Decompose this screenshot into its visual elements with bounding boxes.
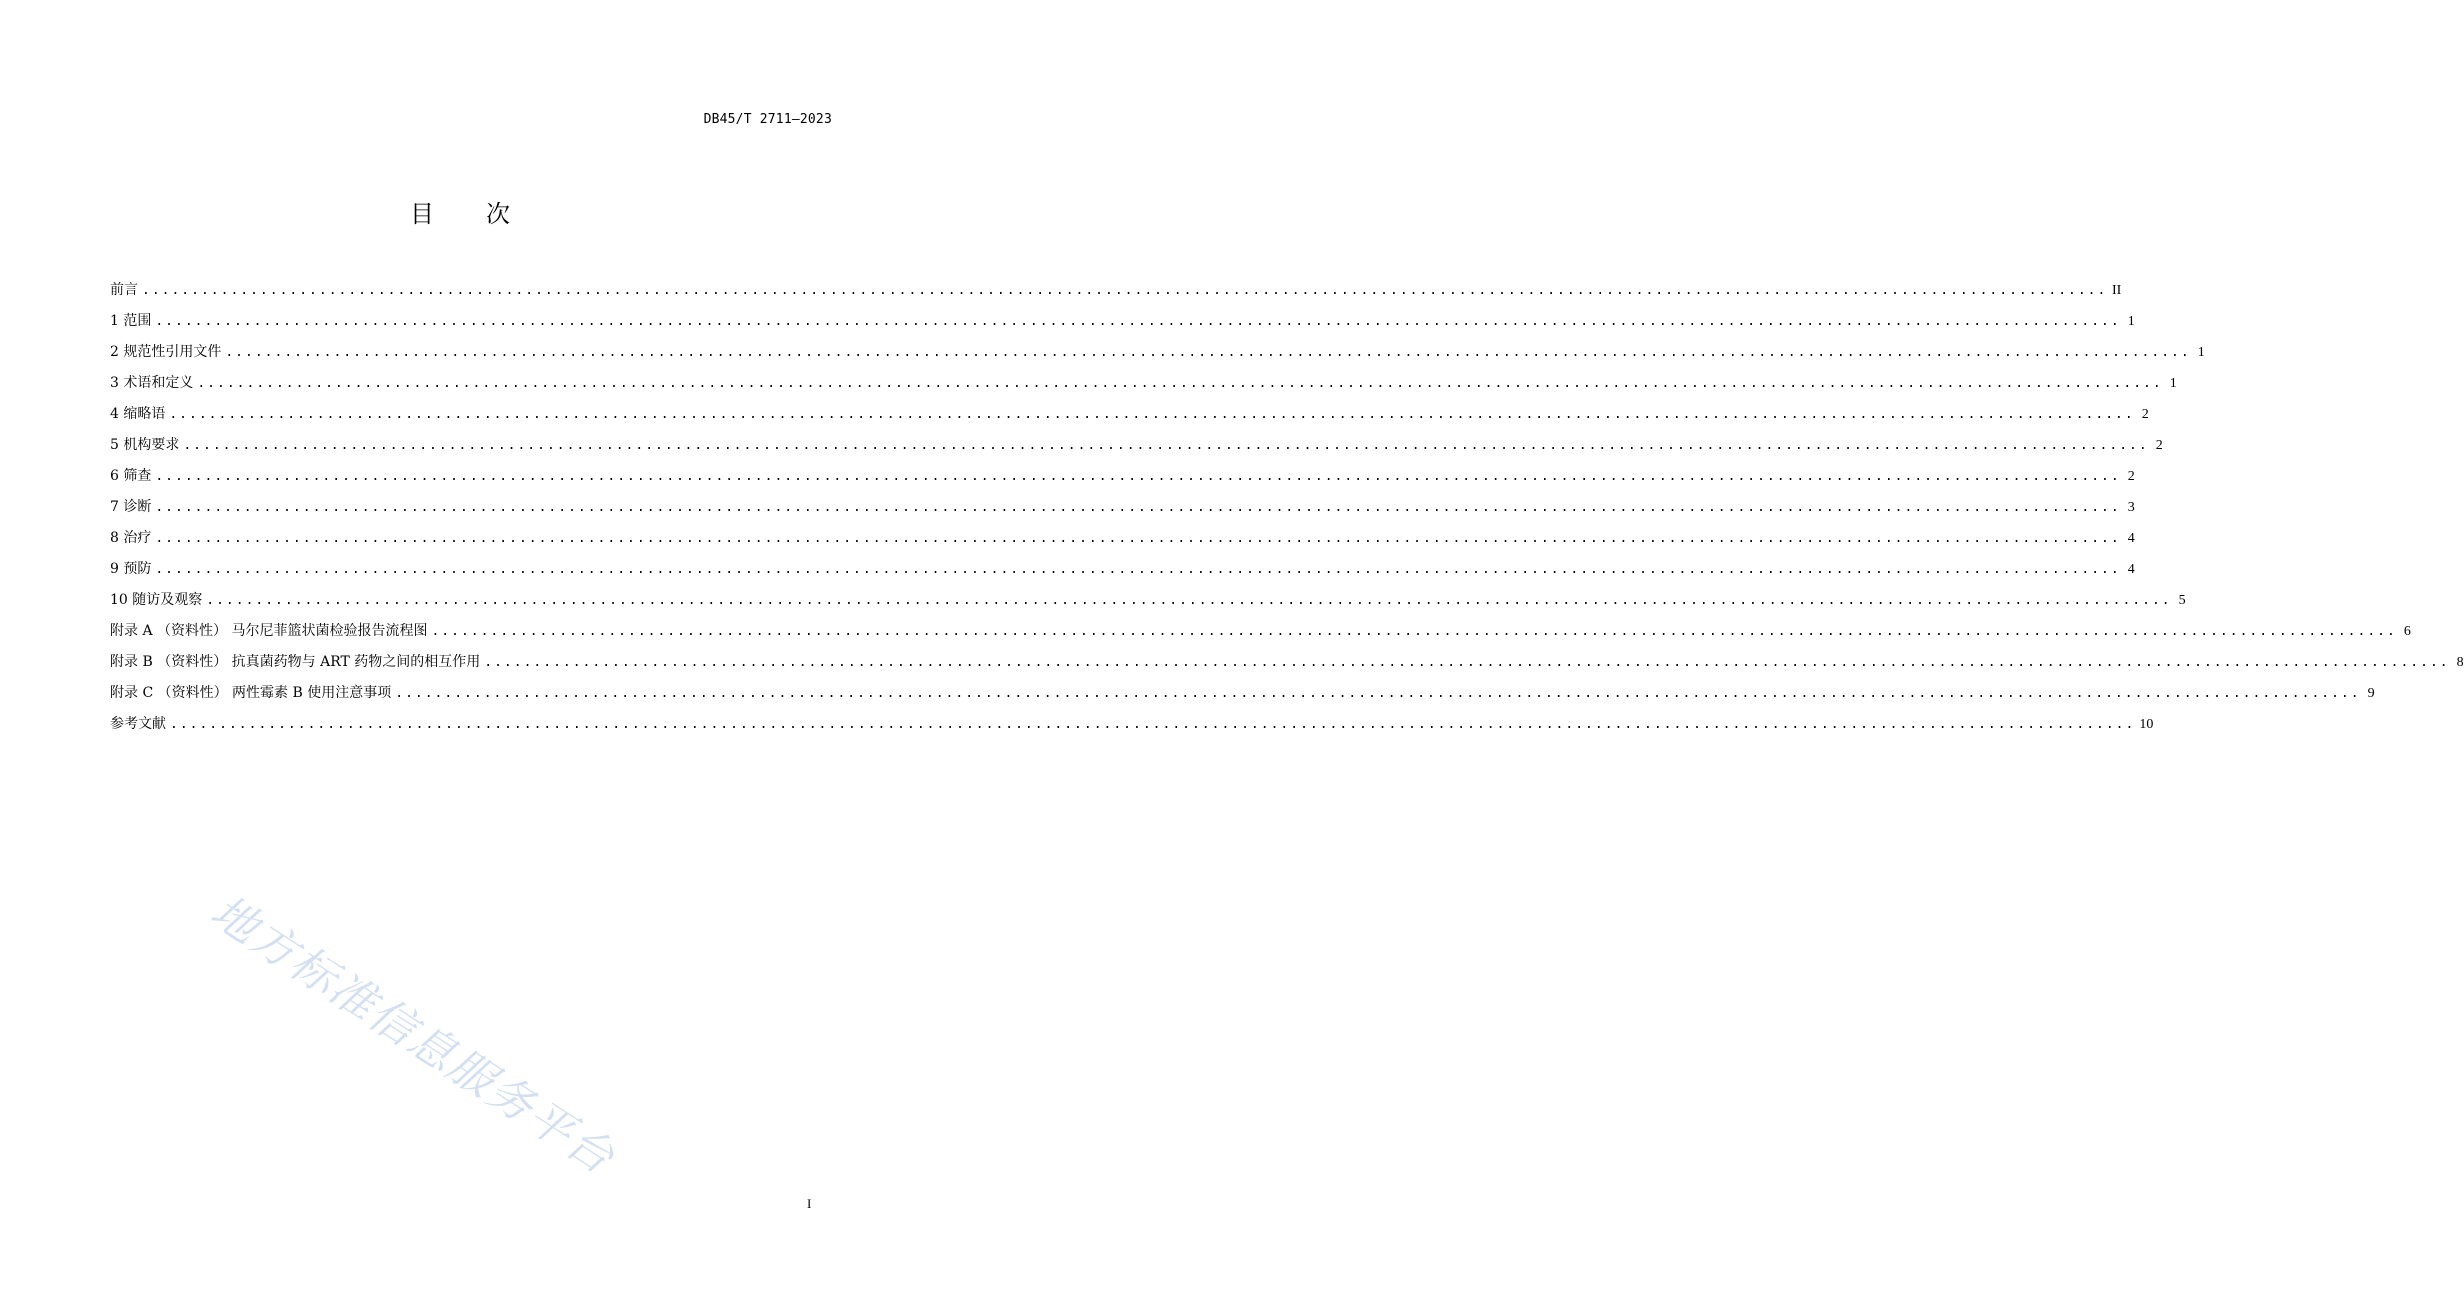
toc-item-page: 9 <box>2367 686 2375 701</box>
page-number: I <box>807 1196 812 1211</box>
toc-item-label: 9 预防 <box>110 561 152 577</box>
toc-item[interactable] <box>110 554 2135 585</box>
toc-item-label: 3 术语和定义 <box>110 375 194 391</box>
page-title <box>0 194 920 229</box>
toc-item[interactable] <box>110 523 2135 554</box>
toc-item-label: 5 机构要求 <box>110 437 180 453</box>
toc-leader-dots: ........................................................................................................................................................................................................ <box>155 531 2121 546</box>
toc-item-label: 4 缩略语 <box>110 406 166 422</box>
toc-leader-dots: ........................................................................................................................................................................................................ <box>395 686 2361 701</box>
toc-item[interactable] <box>110 492 2135 523</box>
toc-item-page: 5 <box>2178 593 2186 608</box>
toc-leader-dots: ........................................................................................................................................................................................................ <box>431 624 2397 639</box>
toc-leader-dots: ........................................................................................................................................................................................................ <box>155 500 2121 515</box>
toc-item-page: 2 <box>2155 438 2163 453</box>
toc-list <box>110 275 2464 740</box>
toc-item-label: 附录 B （资料性） 抗真菌药物与 ART 药物之间的相互作用 <box>110 654 481 670</box>
toc-leader-dots: ........................................................................................................................................................................................................ <box>155 562 2121 577</box>
toc-item-page: 4 <box>2127 562 2135 577</box>
toc-leader-dots: ........................................................................................................................................................................................................ <box>155 314 2121 329</box>
toc-item[interactable] <box>110 647 2464 678</box>
toc-leader-dots: ........................................................................................................................................................................................................ <box>197 376 2163 391</box>
toc-item[interactable] <box>110 368 2177 399</box>
toc-item-page: 6 <box>2403 624 2411 639</box>
toc-item[interactable] <box>110 399 2149 430</box>
toc-item-page: 8 <box>2456 655 2464 670</box>
toc-item[interactable] <box>110 461 2135 492</box>
toc-leader-dots: ........................................................................................................................................................................................................ <box>169 407 2135 422</box>
toc-leader-dots: ........................................................................................................................................................................................................ <box>155 469 2121 484</box>
toc-item[interactable] <box>110 306 2135 337</box>
toc-item-page: 2 <box>2127 469 2135 484</box>
watermark: 地方标准信息服务平台 <box>201 884 625 1185</box>
toc-item-label: 参考文献 <box>110 716 166 732</box>
toc-leader-dots: ........................................................................................................................................................................................................ <box>183 438 2149 453</box>
toc-item-page: 1 <box>2127 314 2135 329</box>
toc-item-label: 1 范围 <box>110 313 152 329</box>
toc-item-label: 2 规范性引用文件 <box>110 344 222 360</box>
toc-item[interactable] <box>110 678 2375 709</box>
title-char-2: 次 <box>486 200 510 228</box>
toc-item[interactable] <box>110 585 2186 616</box>
toc-item-page: 2 <box>2141 407 2149 422</box>
toc-item[interactable] <box>110 709 2154 740</box>
toc-item-label: 6 筛查 <box>110 468 152 484</box>
toc-leader-dots: ........................................................................................................................................................................................................ <box>170 717 2136 732</box>
toc-item-page: 1 <box>2197 345 2205 360</box>
toc-item-page: 10 <box>2139 717 2154 732</box>
toc-item[interactable] <box>110 616 2411 647</box>
toc-item-page: 1 <box>2169 376 2177 391</box>
toc-leader-dots: ........................................................................................................................................................................................................ <box>142 283 2108 298</box>
toc-item-label: 8 治疗 <box>110 530 152 546</box>
document-code: DB45/T 2711—2023 <box>703 112 832 127</box>
toc-item-label: 附录 C （资料性） 两性霉素 B 使用注意事项 <box>110 685 392 701</box>
toc-leader-dots: ........................................................................................................................................................................................................ <box>206 593 2172 608</box>
toc-item-page: II <box>2112 283 2122 298</box>
title-char-1: 目 <box>410 200 434 228</box>
toc-leader-dots: ........................................................................................................................................................................................................ <box>225 345 2191 360</box>
toc-leader-dots: ........................................................................................................................................................................................................ <box>484 655 2450 670</box>
toc-item-label: 附录 A （资料性） 马尔尼菲篮状菌检验报告流程图 <box>110 623 428 639</box>
toc-item-page: 3 <box>2127 500 2135 515</box>
toc-item-page: 4 <box>2127 531 2135 546</box>
toc-item-label: 前言 <box>110 282 138 298</box>
toc-item[interactable] <box>110 430 2163 461</box>
toc-item-label: 7 诊断 <box>110 499 152 515</box>
toc-item-label: 10 随访及观察 <box>110 592 203 608</box>
toc-item[interactable] <box>110 275 2122 306</box>
toc-item[interactable] <box>110 337 2205 368</box>
